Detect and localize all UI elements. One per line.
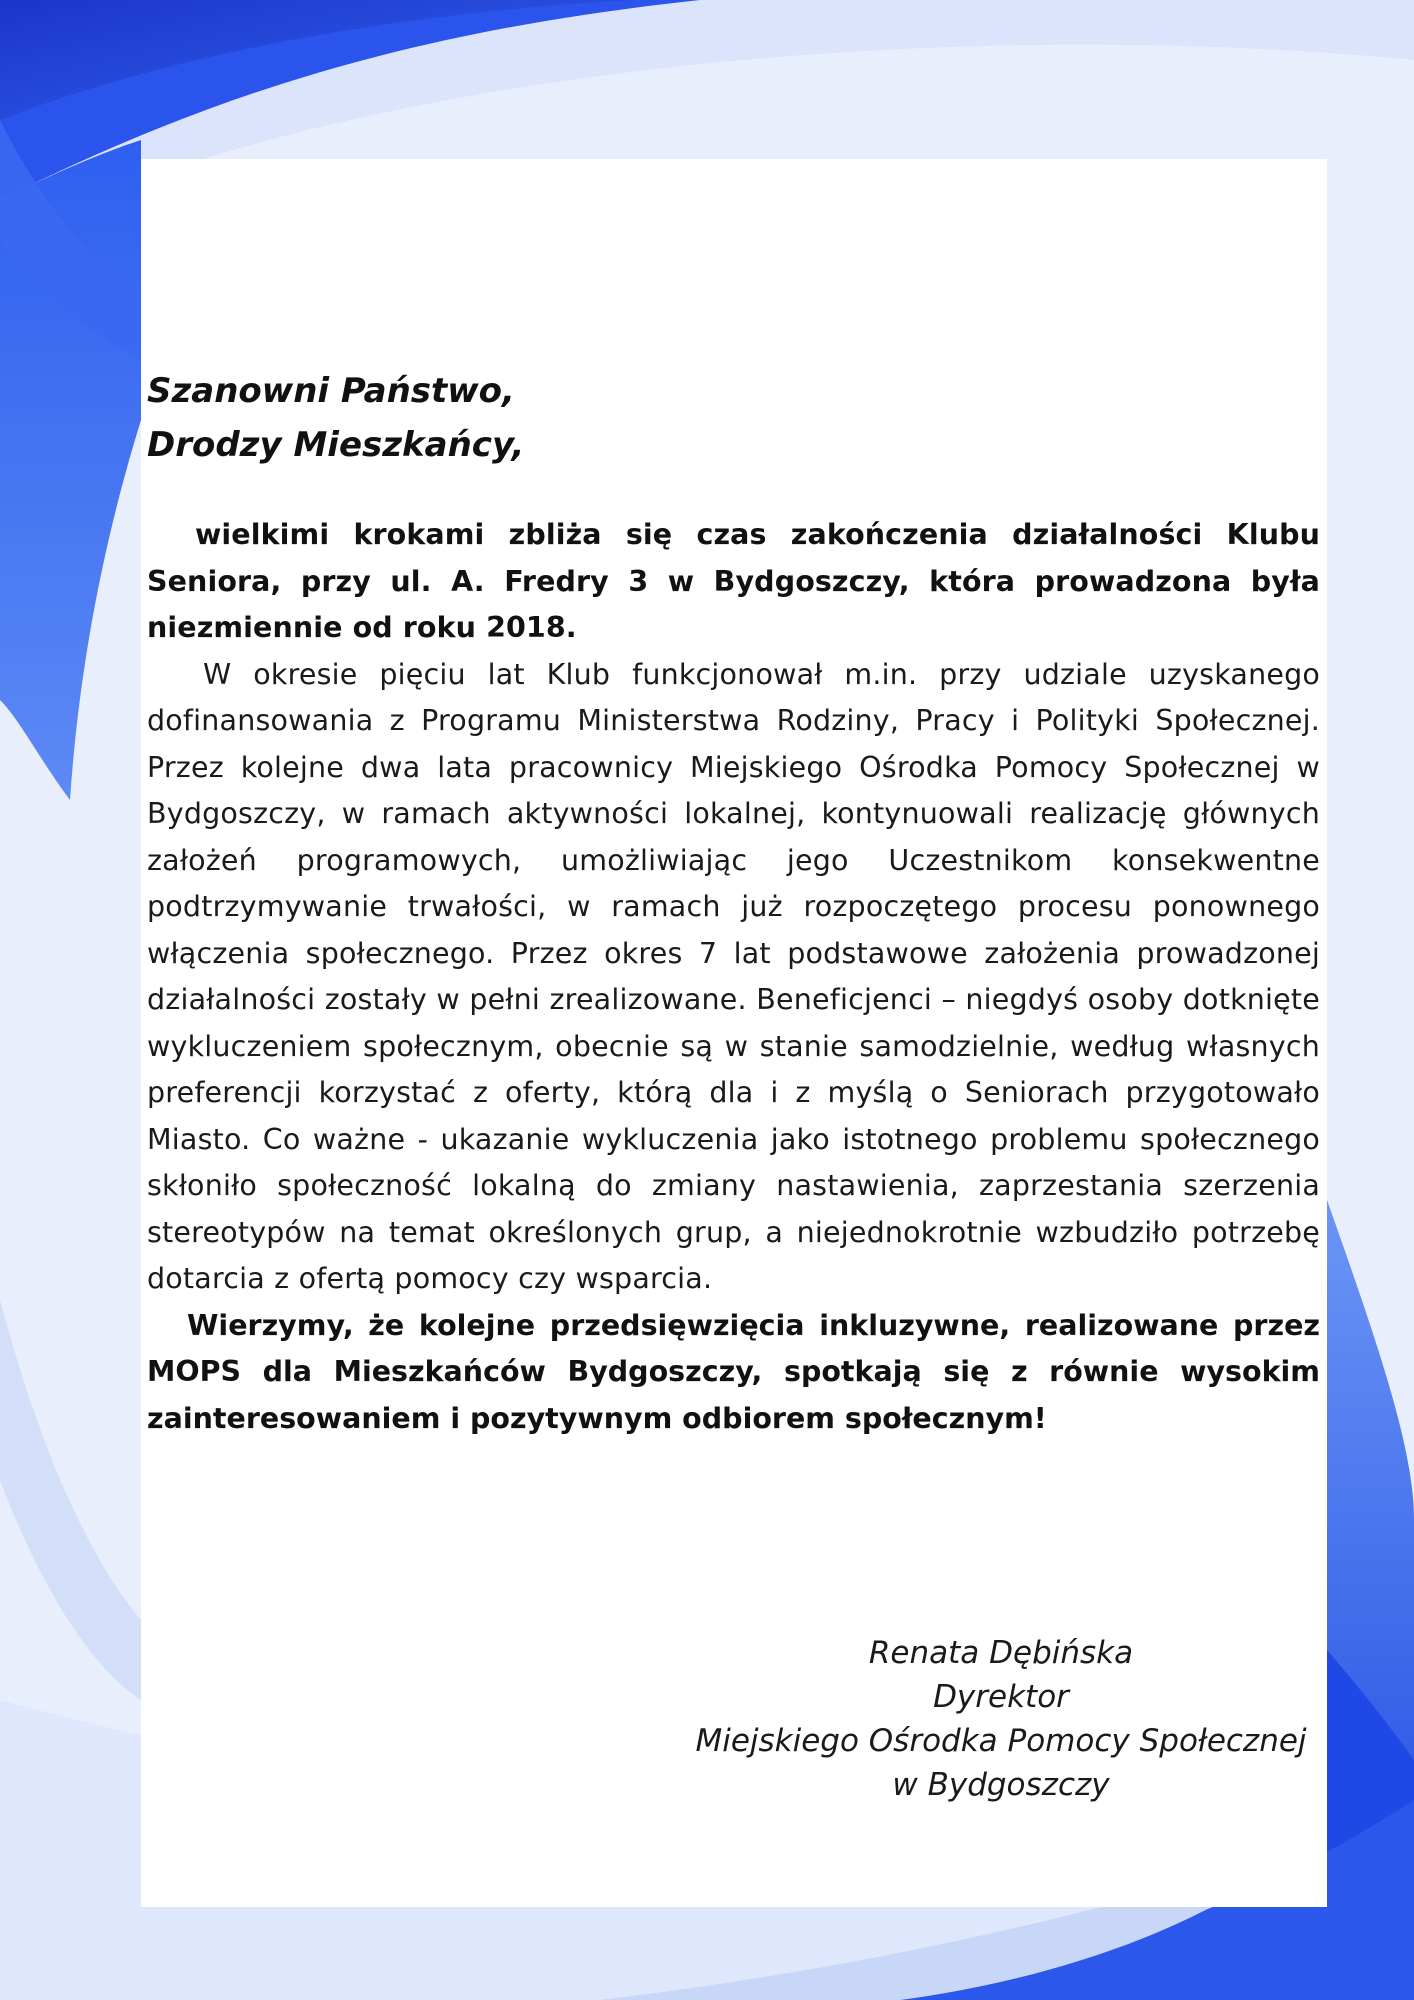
greeting-line-2: Drodzy Mieszkańcy, — [147, 425, 525, 465]
letter-sheet — [141, 159, 1327, 1907]
signature-city: w Bydgoszczy — [892, 1767, 1110, 1803]
main-paragraph: W okresie pięciu lat Klub funkcjonował m.in. przy udziale uzyskanego dofinansowania z Programu Ministerstwa Rodziny, Pracy i Polityki Społecznej. Przez kolejne dwa lata pracownicy Miejskiego Ośrodka Pomocy Społecznej w Bydgoszczy, w ramach aktywności lokalnej, kontynuowali realizację głównych założeń programowych, umożliwiając jego Uczestnikom konsekwentne podtrzymywanie trwałości, w ramach już rozpoczętego procesu ponownego włączenia społecznego. Przez okres 7 lat podstawowe założenia prowadzonej działalności zostały w pełni zrealizowane. Beneficjenci – niegdyś osoby dotknięte wykluczeniem społecznym, obecnie są w stanie samodzielnie, według własnych preferencji korzystać z oferty, którą dla i z myślą o Seniorach przygotowało Miasto. Co ważne - ukazanie wykluczenia jako istotnego problemu społecznego skłoniło społeczność lokalną do zmiany nastawienia, zaprzestania szerzenia stereotypów na temat określonych grup, a niejednokrotnie wzbudziło potrzebę dotarcia z ofertą pomocy czy wsparcia. — [147, 657, 1320, 1295]
signature-institution: Miejskiego Ośrodka Pomocy Społecznej — [695, 1723, 1307, 1759]
signature-block — [681, 1631, 1321, 1807]
closing-paragraph: Wierzymy, że kolejne przedsięwzięcia inkluzywne, realizowane przez MOPS dla Mieszkańców Bydgoszczy, spotkają się z równie wysokim zainteresowaniem i pozytywnym odbiorem społecznym! — [147, 1308, 1320, 1435]
signature-title: Dyrektor — [933, 1679, 1069, 1715]
signature-name: Renata Dębińska — [868, 1635, 1134, 1671]
letter-body — [147, 512, 1320, 1442]
letter-greeting — [147, 364, 524, 472]
intro-paragraph: wielkimi krokami zbliża się czas zakończenia działalności Klubu Seniora, przy ul. A. Fredry 3 w Bydgoszczy, która prowadzona była niezmiennie od roku 2018. — [147, 518, 1320, 644]
greeting-line-1: Szanowni Państwo, — [147, 371, 515, 411]
